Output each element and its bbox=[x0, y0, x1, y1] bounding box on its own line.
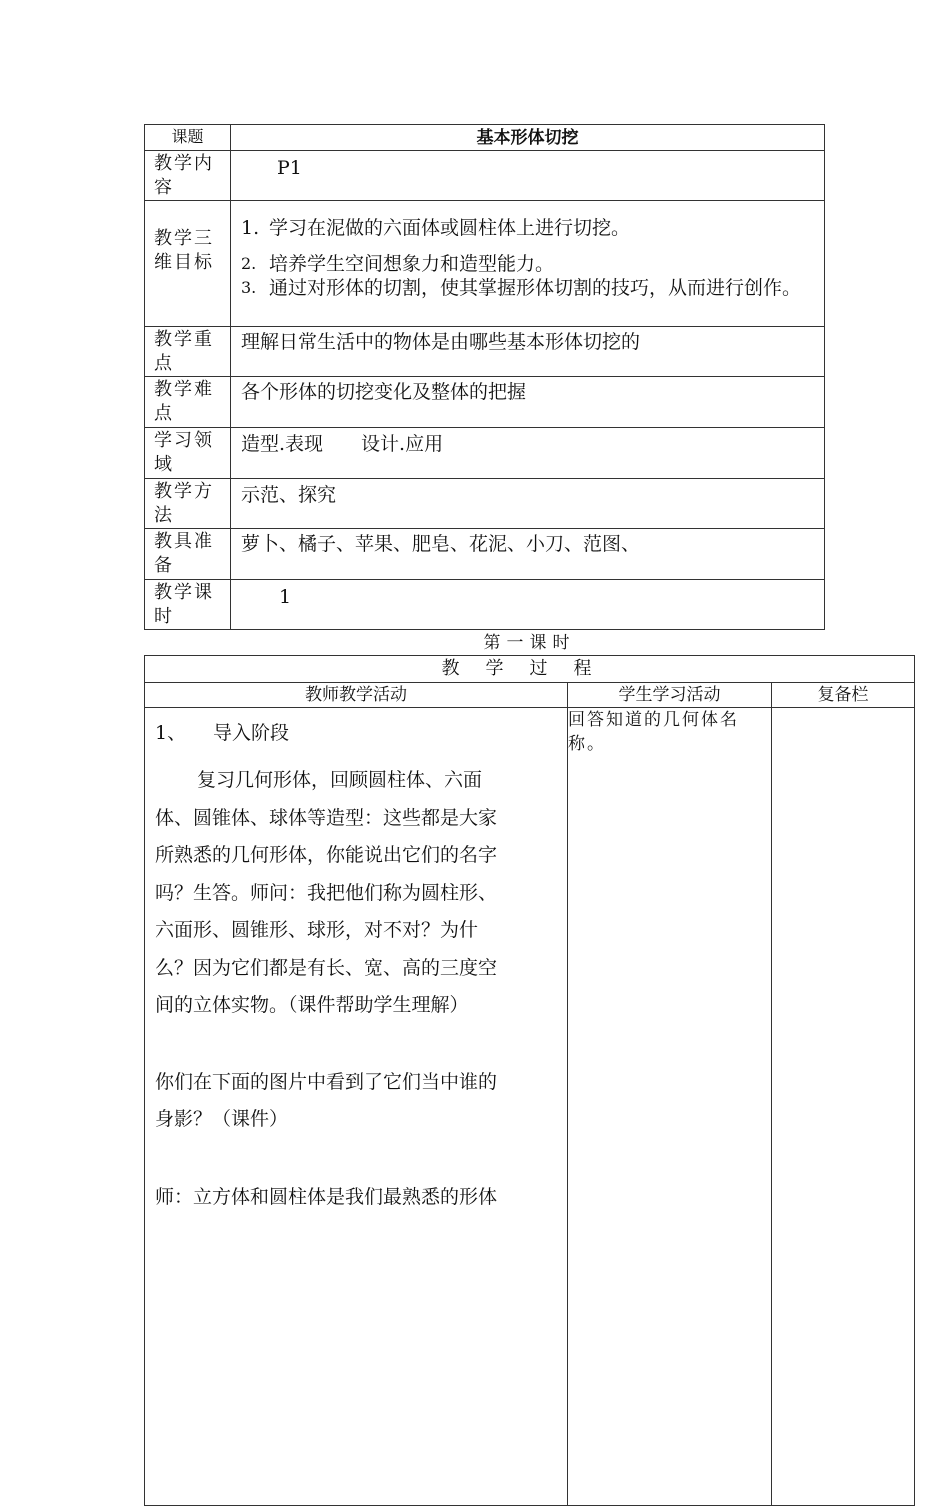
goal-item-2: 2. 培养学生空间想象力和造型能力。 bbox=[241, 253, 555, 275]
content-value: P1 bbox=[231, 151, 825, 201]
stage-heading: 1、 导入阶段 bbox=[155, 722, 290, 744]
label-content: 教学内容 bbox=[145, 151, 231, 201]
column-header-student: 学生学习活动 bbox=[568, 683, 772, 708]
materials-value: 萝卜、橘子、苹果、肥皂、花泥、小刀、范图、 bbox=[231, 529, 825, 580]
student-activity-cell: 回答知道的几何体名称。 bbox=[568, 708, 772, 1506]
teacher-paragraph-1: 复习几何形体，回顾圆柱体、六面 体、圆锥体、球体等造型：这些都是大家 所熟悉的几何形体，你能说出它们的名字 吗？生答。师问：我把他们称为圆柱形、 六面形、圆锥形、球形，对不对？为什 么？因为它们都是有长、宽、高的三度空 间的立体实物。（课件帮助学生理解） bbox=[155, 769, 498, 1016]
process-table bbox=[144, 655, 915, 1506]
lesson-title: 基本形体切挖 bbox=[231, 125, 825, 151]
goal-item-1: 1. 学习在泥做的六面体或圆柱体上进行切挖。 bbox=[241, 217, 631, 239]
label-method: 教学方法 bbox=[145, 479, 231, 529]
difficulty-value: 各个形体的切挖变化及整体的把握 bbox=[231, 377, 825, 428]
domain-value: 造型.表现 设计.应用 bbox=[231, 428, 825, 479]
label-hours: 教学课时 bbox=[145, 580, 231, 630]
hours-value: 1 bbox=[231, 580, 825, 630]
key-point-value: 理解日常生活中的物体是由哪些基本形体切挖的 bbox=[231, 327, 825, 377]
label-key-point: 教学重点 bbox=[145, 327, 231, 377]
method-value: 示范、探究 bbox=[231, 479, 825, 529]
label-difficulty: 教学难点 bbox=[145, 377, 231, 428]
column-header-review: 复备栏 bbox=[772, 683, 915, 708]
goals-cell bbox=[231, 201, 825, 327]
teacher-paragraph-2: 你们在下面的图片中看到了它们当中谁的 身影？（课件） bbox=[155, 1070, 498, 1130]
teacher-paragraph-3: 师：立方体和圆柱体是我们最熟悉的形体 bbox=[155, 1185, 498, 1208]
label-topic: 课题 bbox=[145, 125, 231, 151]
process-title: 教学过程 bbox=[145, 656, 915, 683]
label-goals: 教学三维目标 bbox=[145, 201, 231, 327]
column-header-teacher: 教师教学活动 bbox=[145, 683, 568, 708]
label-domain: 学习领域 bbox=[145, 428, 231, 479]
teacher-activity-cell bbox=[145, 708, 568, 1506]
label-materials: 教具准备 bbox=[145, 529, 231, 580]
goal-item-3: 3. 通过对形体的切割，使其掌握形体切割的技巧，从而进行创作。 bbox=[241, 277, 802, 299]
lesson-info-table bbox=[144, 124, 825, 630]
review-cell bbox=[772, 708, 915, 1506]
period-title: 第一课时 bbox=[483, 633, 576, 653]
